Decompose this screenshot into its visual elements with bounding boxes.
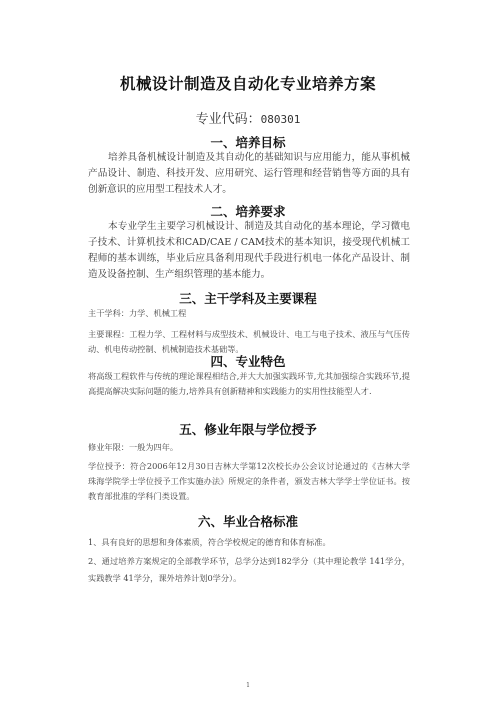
- graduation-item-2: 2、通过培养方案规定的全部教学环节，总学分达到182学分（其中理论教学 141学分，实践教学 41学分，课外培养计划0学分）。: [88, 556, 410, 583]
- section-text-requirements: 本专业学生主要学习机械设计、制造及其自动化的基本理论，学习微电子技术、计算机技术和CAD/CAE / CAM技术的基本知识，接受现代机械工程师的基本训练，毕业后应具备利用现代手段进行机电一体化产品设计、制造及设备控制、生产组织管理的基本能力。: [88, 221, 410, 280]
- degree-award-line: 学位授予：符合2006年12月30日吉林大学第12次校长办公会议讨论通过的《吉林大学珠海学院学士学位授予工作实施办法》所规定的条件者，颁发吉林大学学士学位证书。按教育部批准的学科门类设置。: [88, 461, 410, 501]
- section-heading-objectives: 一、培养目标: [210, 135, 286, 150]
- section-heading-graduation: 六、毕业合格标准: [197, 514, 298, 529]
- study-years-line: 修业年限：一般为四年。: [88, 442, 179, 452]
- major-code: [0, 108, 496, 127]
- document-title: 机械设计制造及自动化专业培养方案: [119, 75, 376, 93]
- page-number: 1: [246, 682, 250, 689]
- section-heading-features: 四、专业特色: [210, 354, 286, 369]
- main-subjects-line: 主干学科：力学、机械工程: [88, 308, 187, 318]
- section-text-features: 将高级工程软件与传统的理论课程相结合,并大大加强实践环节,尤其加强综合实践环节,提高提高解决实际问题的能力,培养具有创新精神和实践能力的实用性技能型人才.: [88, 371, 410, 396]
- graduation-item-1: 1、具有良好的思想和身体素质，符合学校规定的德育和体育标准。: [88, 537, 331, 547]
- section-heading-degree: 五、修业年限与学位授予: [179, 422, 317, 437]
- section-heading-courses: 三、主干学科及主要课程: [179, 291, 317, 306]
- major-code-label: 专业代码：: [195, 112, 261, 127]
- section-text-objectives: 培养具备机械设计制造及其自动化的基础知识与应用能力，能从事机械产品设计、制造、科技开发、应用研究、运行管理和经营销售等方面的具有创新意识的应用型工程技术人才。: [88, 152, 410, 195]
- major-code-value: 080301: [260, 113, 301, 126]
- main-courses-line: 主要课程：工程力学、工程材料与成型技术、机械设计、电工与电子技术、液压与气压传动、机电传动控制、机械制造技术基础等。: [88, 329, 410, 354]
- section-heading-requirements: 二、培养要求: [210, 204, 286, 219]
